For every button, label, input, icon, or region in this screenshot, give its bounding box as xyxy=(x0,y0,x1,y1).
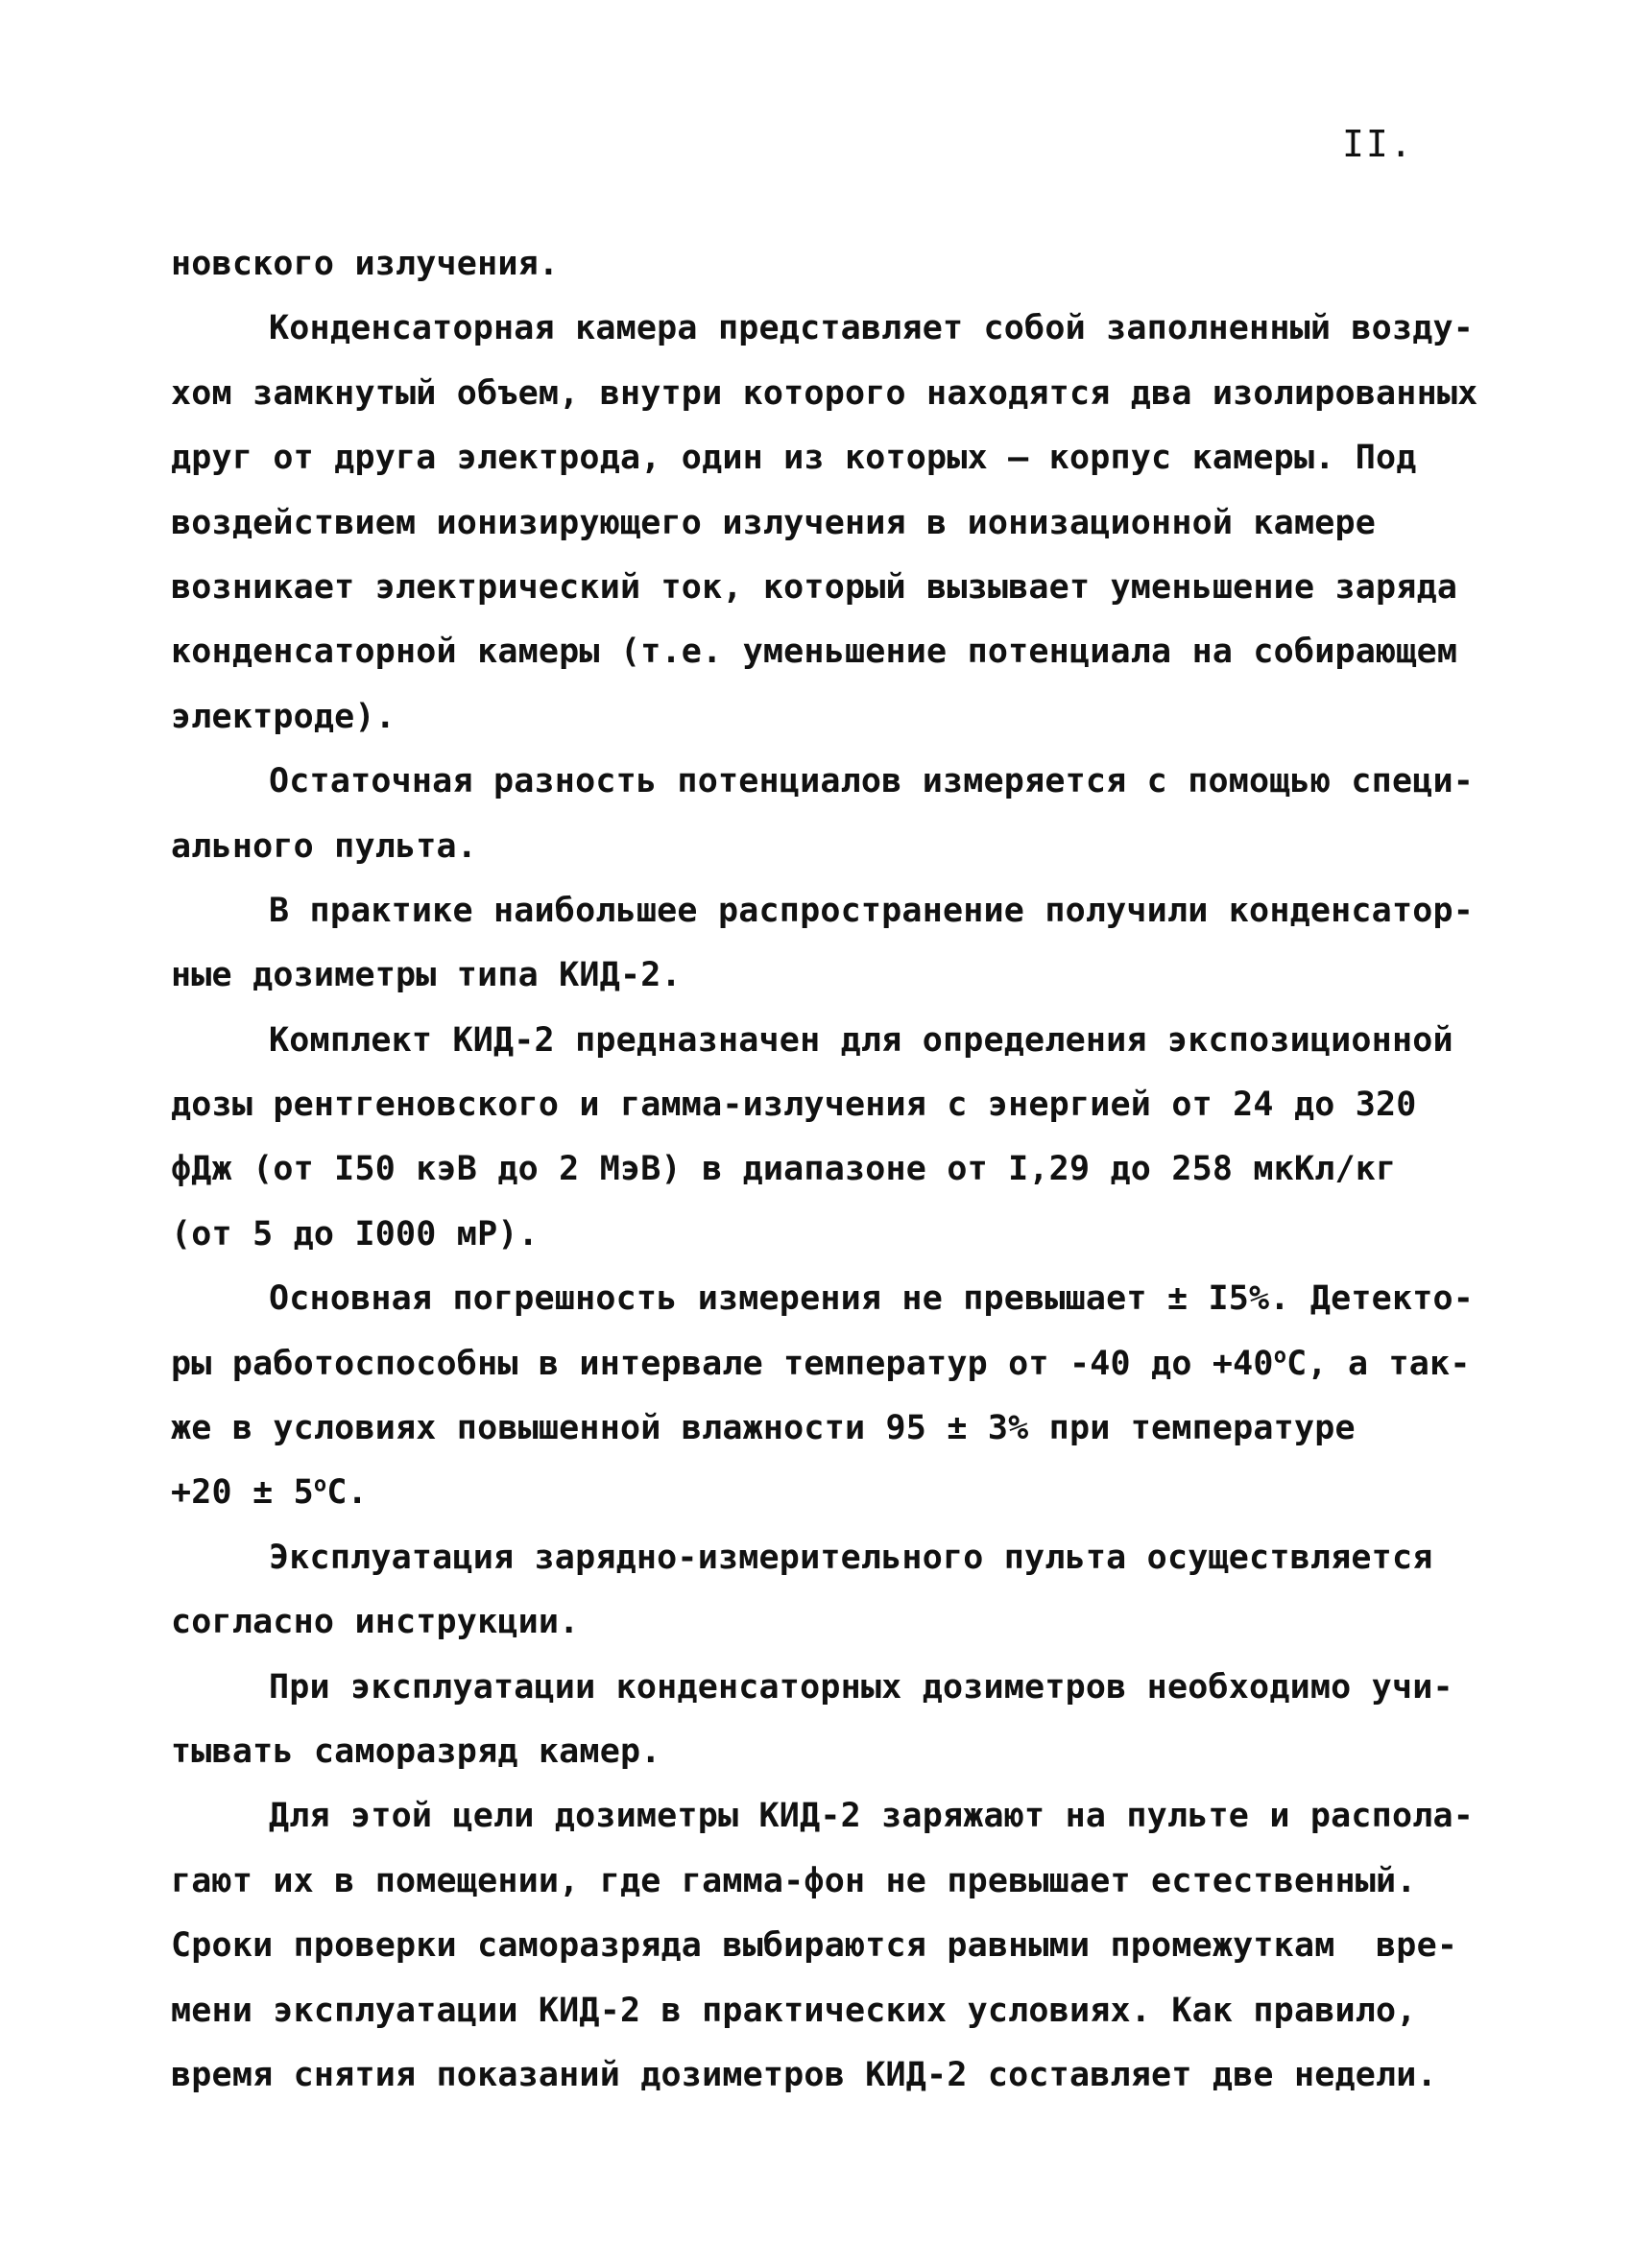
text-line: новского излучения. xyxy=(171,245,560,283)
text-fragment: С. xyxy=(326,1473,368,1513)
text-fragment: ры работоспособны в интервале температур от -40 до +40 xyxy=(171,1344,1274,1383)
text-line: возникает электрический ток, который вызывает уменьшение заряда xyxy=(171,567,1458,607)
text-line: гают их в помещении, где гамма-фон не превышает естественный. xyxy=(171,1861,1417,1900)
text-line: Остаточная разность потенциалов измеряется с помощью специ- xyxy=(269,762,1475,801)
text-line: ального пульта. xyxy=(171,826,478,866)
text-line: тывать саморазряд камер. xyxy=(171,1731,661,1771)
text-line: друг от друга электрода, один из которых – корпус камеры. Под xyxy=(171,439,1417,478)
text-line: мени эксплуатации КИД-2 в практических условиях. Как правило, xyxy=(171,1991,1417,2030)
text-fragment: С, а так- xyxy=(1286,1344,1471,1383)
text-line: При эксплуатации конденсаторных дозиметров необходимо учи- xyxy=(269,1667,1453,1707)
text-line xyxy=(171,1332,1496,1397)
body-text xyxy=(171,232,1496,2108)
degree-superscript: o xyxy=(1273,1343,1287,1368)
text-line: хом замкнутый объем, внутри которого находятся два изолированных xyxy=(171,373,1478,413)
text-line: Конденсаторная камера представляет собой заполненный возду- xyxy=(269,309,1475,348)
text-line: Основная погрешность измерения не превышает ± I5%. Детекто- xyxy=(269,1279,1475,1319)
text-line: ные дозиметры типа КИД-2. xyxy=(171,956,682,995)
text-line: же в условиях повышенной влажности 95 ± 3% при температуре xyxy=(171,1409,1356,1448)
text-line: В практике наибольшее распространение получили конденсатор- xyxy=(269,891,1475,930)
text-line: Сроки проверки саморазряда выбираются равными промежуткам вре- xyxy=(171,1926,1458,1966)
text-line: конденсаторной камеры (т.е. уменьшение потенциала на собирающем xyxy=(171,633,1458,672)
text-line: электроде). xyxy=(171,697,396,736)
text-line: фДж (от I50 кэВ до 2 МэВ) в диапазоне от I,29 до 258 мкКл/кг xyxy=(171,1150,1397,1189)
text-line: согласно инструкции. xyxy=(171,1603,580,1642)
text-line: Комплект КИД-2 предназначен для определения экспозиционной xyxy=(269,1020,1453,1060)
text-line: воздействием ионизирующего излучения в ионизационной камере xyxy=(171,503,1377,542)
text-fragment: +20 ± 5 xyxy=(171,1473,314,1513)
page-number: II. xyxy=(1342,123,1414,165)
text-line: дозы рентгеновского и гамма-излучения с энергией от 24 до 320 xyxy=(171,1086,1417,1125)
text-line: время снятия показаний дозиметров КИД-2 составляет две недели. xyxy=(171,2055,1437,2094)
text-line xyxy=(171,1461,1496,1525)
text-line: (от 5 до I000 мР). xyxy=(171,1214,539,1253)
text-line: Эксплуатация зарядно-измерительного пульта осуществляется xyxy=(269,1538,1433,1577)
text-line: Для этой цели дозиметры КИД-2 заряжают на пульте и распола- xyxy=(269,1797,1475,1836)
degree-superscript: o xyxy=(313,1472,327,1497)
